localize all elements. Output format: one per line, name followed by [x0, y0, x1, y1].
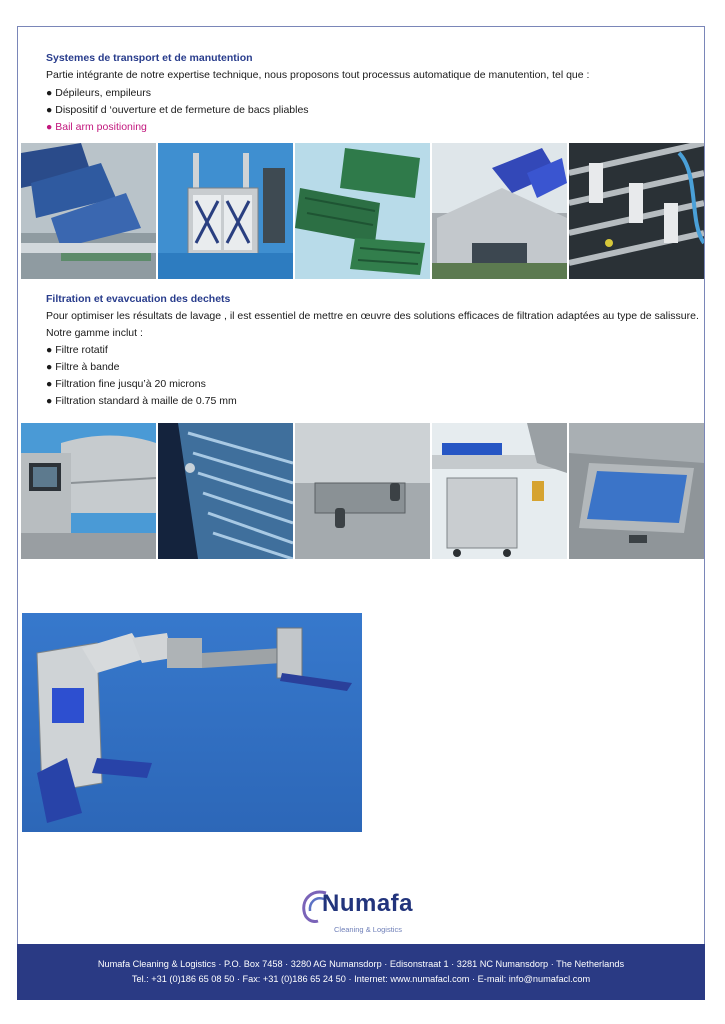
conveyor-photo	[21, 143, 156, 279]
logo-tagline: Cleaning & Logistics	[334, 925, 402, 934]
section-intro-transport: Partie intégrante de notre expertise technique, nous proposons tout processus automatique de manutention, tel que :	[46, 69, 590, 81]
numafa-logo	[300, 885, 425, 940]
folding-crates-photo	[295, 143, 430, 279]
belt-filter-photo	[569, 423, 704, 559]
filter-drawer-photo	[295, 423, 430, 559]
footer-contact: Tel.: +31 (0)186 65 08 50 · Fax: +31 (0)186 65 24 50 · Internet: www.numafacl.com · E-mail: info@numafacl.com	[131, 974, 591, 984]
rollers-photo	[569, 143, 704, 279]
photo-strip-filtration	[21, 423, 704, 559]
footer-address: Numafa Cleaning & Logistics · P.O. Box 7458 · 3280 AG Numansdorp · Edisonstraat 1 · 3281 NC Numansdorp · The Netherlands	[97, 959, 625, 969]
stacker-photo	[158, 143, 293, 279]
waste-container-photo	[432, 423, 567, 559]
bullet-item: ● Filtre à bande	[46, 361, 120, 373]
section-title-transport: Systemes de transport et de manutention	[46, 52, 253, 64]
bullet-item: ● Filtration standard à maille de 0.75 mm	[46, 395, 237, 407]
section-title-filtration: Filtration et evavcuation des dechets	[46, 293, 231, 305]
rotary-filter-photo	[21, 423, 156, 559]
bullet-item: ● Filtre rotatif	[46, 344, 108, 356]
bullet-item: ● Dispositif d ‘ouverture et de fermeture de bacs pliables	[46, 104, 309, 116]
washing-line-photo	[22, 613, 362, 832]
section-intro-filtration: Pour optimiser les résultats de lavage , il est essentiel de mettre en œuvre des solutions efficaces de filtration adaptées au type de salissure.	[46, 310, 699, 322]
photo-strip-transport	[21, 143, 704, 279]
section-intro-filtration-2: Notre gamme inclut :	[46, 327, 143, 339]
footer-bar	[17, 944, 705, 1000]
bullet-item: ● Filtration fine jusqu’à 20 microns	[46, 378, 206, 390]
bullet-item: ● Bail arm positioning	[46, 121, 147, 133]
crate-handling-photo	[432, 143, 567, 279]
drum-filter-photo	[158, 423, 293, 559]
bullet-item: ● Dépileurs, empileurs	[46, 87, 151, 99]
logo-name: Numafa	[322, 890, 414, 917]
